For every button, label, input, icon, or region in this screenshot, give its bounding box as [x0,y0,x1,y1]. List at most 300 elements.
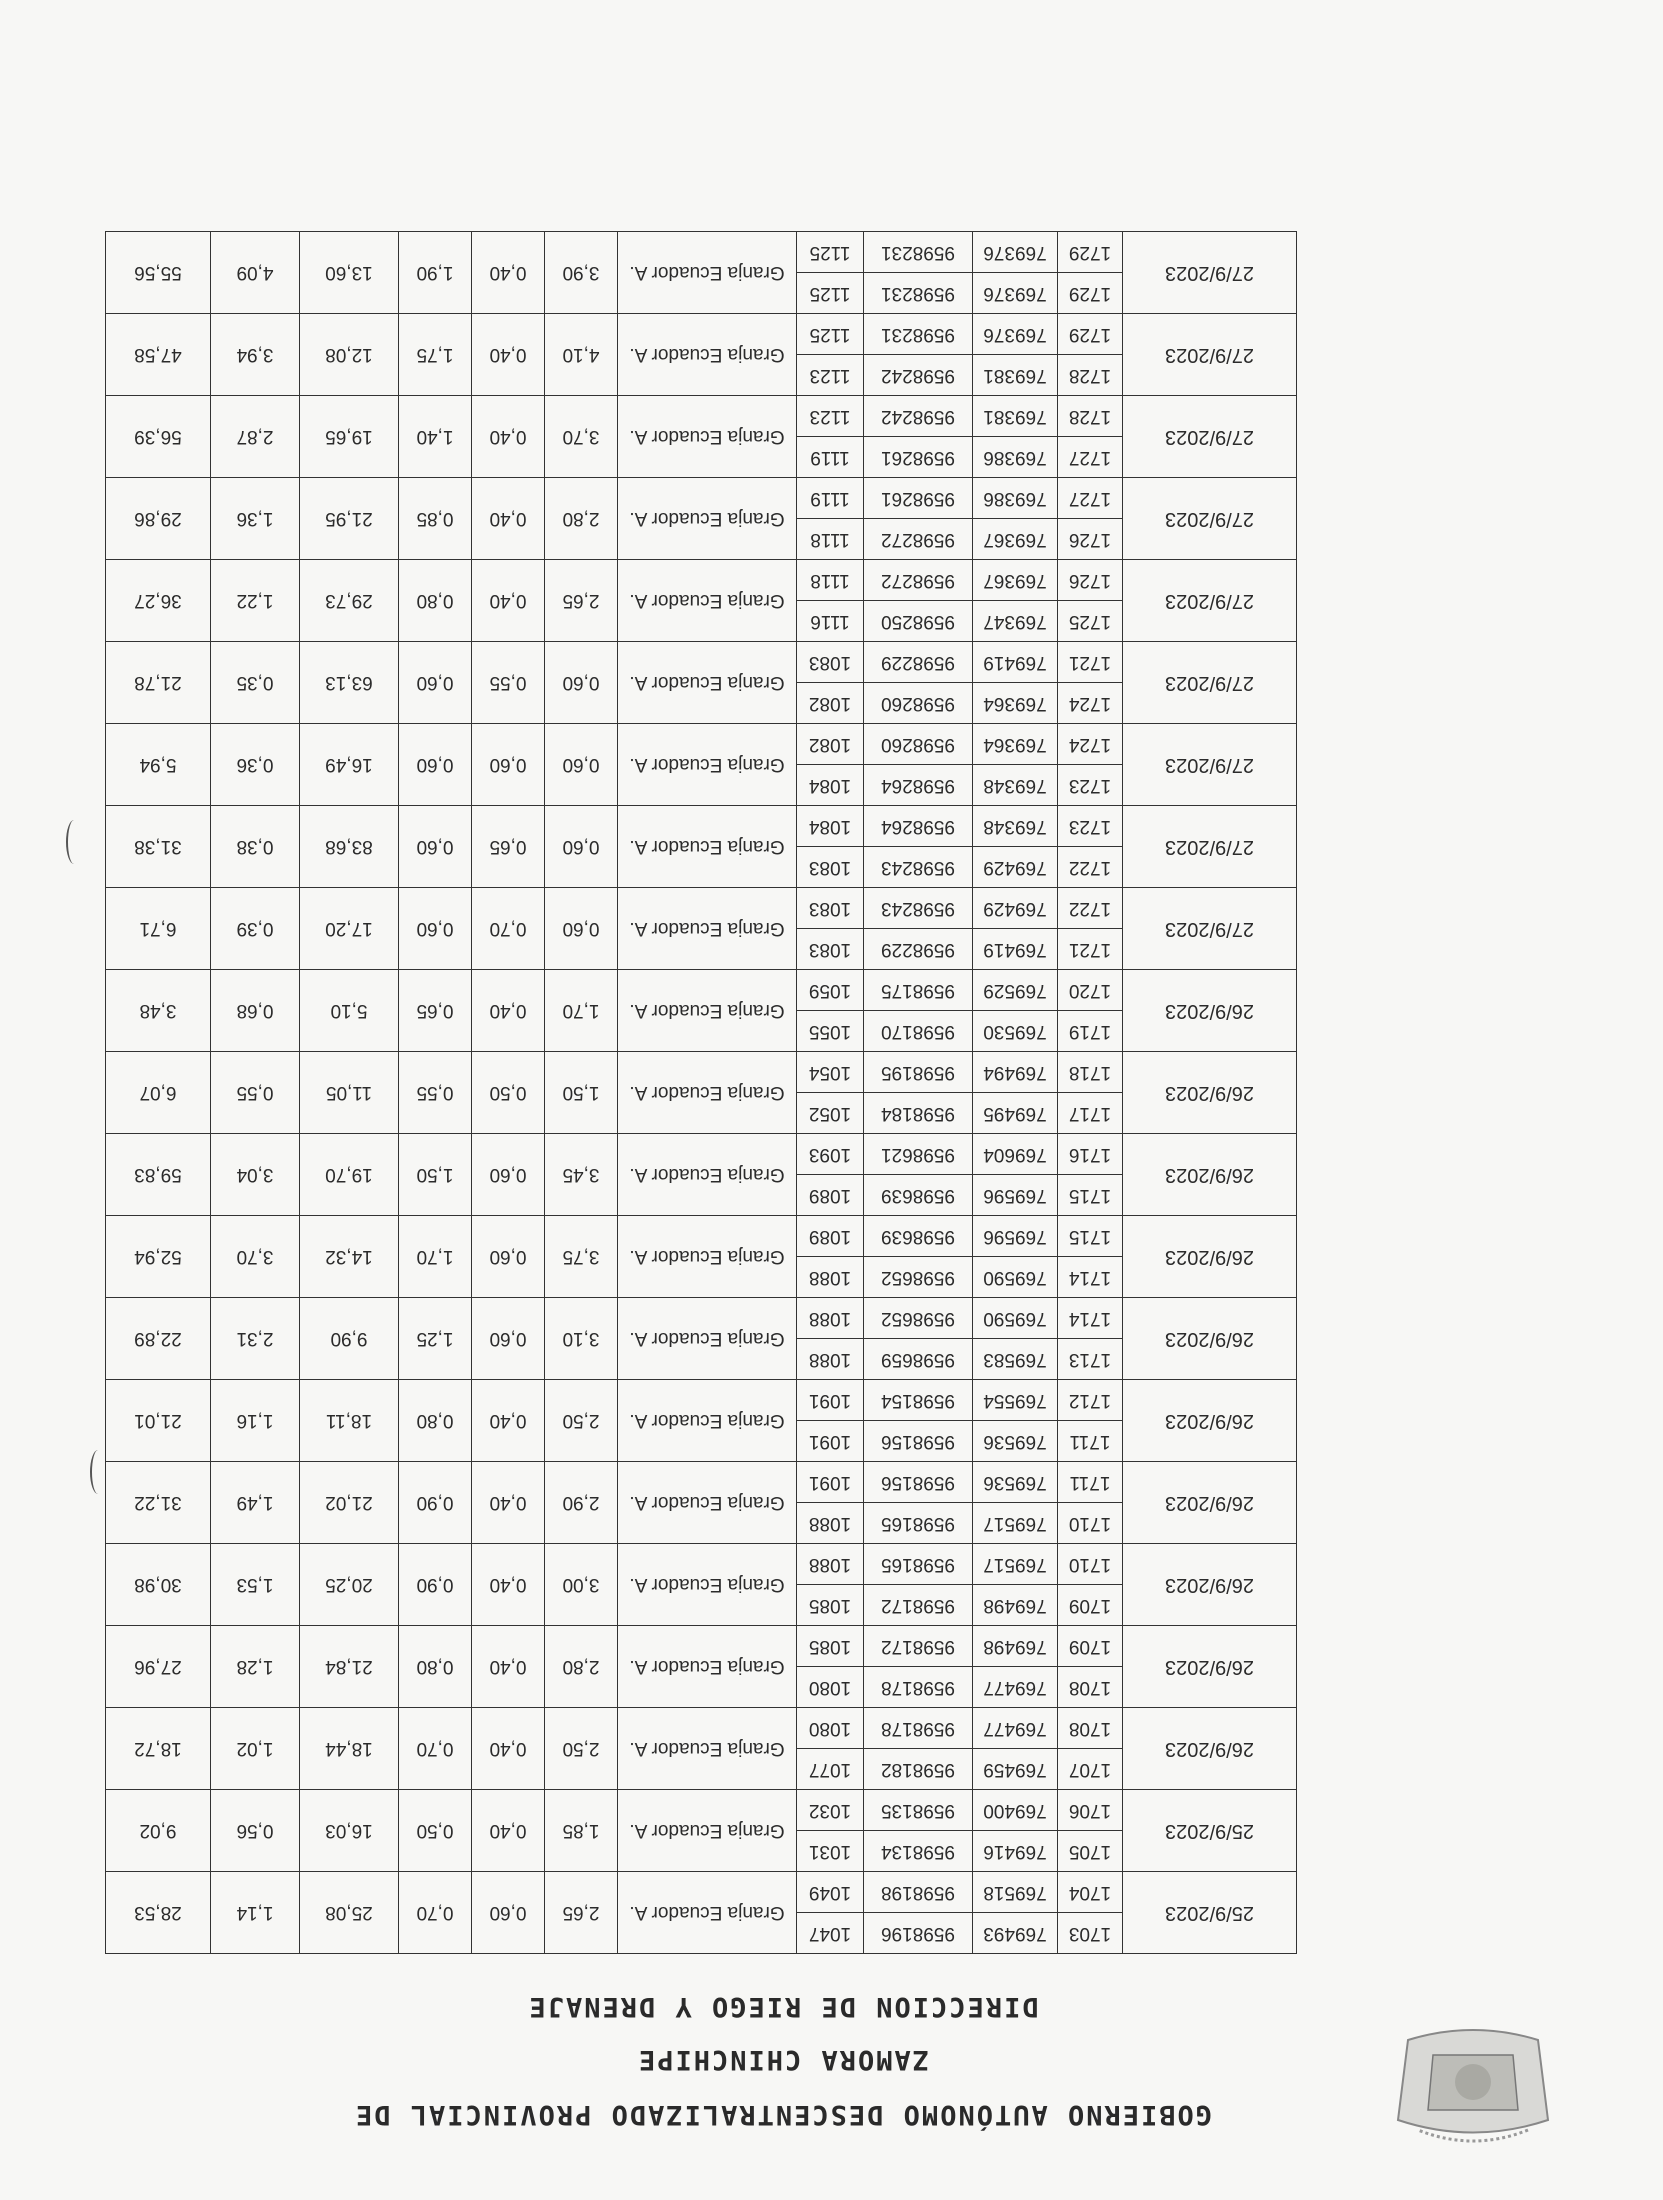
coord-y-cell: 9598242 [864,396,973,437]
value-cell: 1,22 [211,560,300,642]
location-cell: Granja Ecuador A. [618,1708,797,1790]
coord-y-cell: 9598178 [864,1708,973,1749]
coord-x-cell: 769518 [973,1872,1058,1913]
point-id-cell: 1704 [1058,1872,1123,1913]
elevation-cell: 1091 [797,1462,864,1503]
value-cell: 2,90 [545,1462,618,1544]
value-cell: 0,56 [211,1790,300,1872]
total-cell: 5,94 [106,724,211,806]
location-cell: Granja Ecuador A. [618,1462,797,1544]
value-cell: 2,31 [211,1298,300,1380]
coord-y-cell: 9598134 [864,1831,973,1872]
total-cell: 52,94 [106,1216,211,1298]
elevation-cell: 1080 [797,1667,864,1708]
value-cell: 17,20 [300,888,399,970]
coord-y-cell: 9598639 [864,1175,973,1216]
coord-y-cell: 9598198 [864,1872,973,1913]
location-cell: Granja Ecuador A. [618,232,797,314]
coord-x-cell: 769536 [973,1462,1058,1503]
point-id-cell: 1727 [1058,478,1123,519]
coord-y-cell: 9598184 [864,1093,973,1134]
coord-y-cell: 9598154 [864,1380,973,1421]
value-cell: 63,13 [300,642,399,724]
value-cell: 0,65 [472,806,545,888]
point-id-cell: 1728 [1058,396,1123,437]
coord-x-cell: 769400 [973,1790,1058,1831]
coord-x-cell: 769429 [973,847,1058,888]
value-cell: 16,49 [300,724,399,806]
coord-y-cell: 9598272 [864,519,973,560]
date-cell: 27/9/2023 [1123,724,1297,806]
location-cell: Granja Ecuador A. [618,560,797,642]
total-cell: 31,22 [106,1462,211,1544]
value-cell: 1,70 [545,970,618,1052]
point-id-cell: 1722 [1058,888,1123,929]
point-id-cell: 1728 [1058,355,1123,396]
location-cell: Granja Ecuador A. [618,1626,797,1708]
coord-x-cell: 769498 [973,1626,1058,1667]
header-line-1: GOBIERNO AUTÓNOMO DESCENTRALIZADO PROVINCIAL DE [354,2099,1213,2130]
location-cell: Granja Ecuador A. [618,1216,797,1298]
value-cell: 0,70 [399,1708,472,1790]
value-cell: 0,60 [399,888,472,970]
coord-y-cell: 9598178 [864,1667,973,1708]
coord-y-cell: 9598195 [864,1052,973,1093]
value-cell: 2,87 [211,396,300,478]
value-cell: 0,55 [211,1052,300,1134]
date-cell: 26/9/2023 [1123,1134,1297,1216]
elevation-cell: 1059 [797,970,864,1011]
table-row [106,765,1297,806]
coord-x-cell: 769367 [973,519,1058,560]
total-cell: 22,89 [106,1298,211,1380]
coord-y-cell: 9598260 [864,724,973,765]
elevation-cell: 1032 [797,1790,864,1831]
elevation-cell: 1054 [797,1052,864,1093]
value-cell: 2,80 [545,1626,618,1708]
value-cell: 3,94 [211,314,300,396]
elevation-cell: 1083 [797,847,864,888]
value-cell: 18,11 [300,1380,399,1462]
coord-x-cell: 769419 [973,642,1058,683]
elevation-cell: 1085 [797,1626,864,1667]
table-row [106,273,1297,314]
coord-x-cell: 769381 [973,396,1058,437]
table-row [106,1749,1297,1790]
value-cell: 0,50 [472,1052,545,1134]
total-cell: 6,07 [106,1052,211,1134]
date-cell: 27/9/2023 [1123,478,1297,560]
total-cell: 30,98 [106,1544,211,1626]
value-cell: 25,08 [300,1872,399,1954]
total-cell: 18,72 [106,1708,211,1790]
coord-x-cell: 769498 [973,1585,1058,1626]
value-cell: 0,90 [399,1462,472,1544]
elevation-cell: 1089 [797,1175,864,1216]
point-id-cell: 1729 [1058,314,1123,355]
total-cell: 6,71 [106,888,211,970]
value-cell: 3,04 [211,1134,300,1216]
value-cell: 0,40 [472,232,545,314]
location-cell: Granja Ecuador A. [618,396,797,478]
total-cell: 28,53 [106,1872,211,1954]
point-id-cell: 1718 [1058,1052,1123,1093]
location-cell: Granja Ecuador A. [618,642,797,724]
value-cell: 1,70 [399,1216,472,1298]
coord-x-cell: 769590 [973,1298,1058,1339]
coord-y-cell: 9598272 [864,560,973,601]
point-id-cell: 1726 [1058,519,1123,560]
value-cell: 1,25 [399,1298,472,1380]
coord-y-cell: 9598250 [864,601,973,642]
institution-seal-logo [1388,2015,1558,2150]
table-row [106,1503,1297,1544]
coord-y-cell: 9598231 [864,232,973,273]
location-cell: Granja Ecuador A. [618,314,797,396]
value-cell: 0,60 [472,724,545,806]
coord-y-cell: 9598229 [864,642,973,683]
coord-y-cell: 9598242 [864,355,973,396]
coord-x-cell: 769529 [973,970,1058,1011]
point-id-cell: 1709 [1058,1626,1123,1667]
elevation-cell: 1084 [797,806,864,847]
value-cell: 3,45 [545,1134,618,1216]
coord-y-cell: 9598243 [864,847,973,888]
coord-y-cell: 9598172 [864,1626,973,1667]
header-line-2: ZAMORA CHINCHIPE [636,2044,930,2075]
location-cell: Granja Ecuador A. [618,1544,797,1626]
value-cell: 0,55 [472,642,545,724]
coord-y-cell: 9598229 [864,929,973,970]
value-cell: 0,40 [472,560,545,642]
elevation-cell: 1091 [797,1380,864,1421]
coord-y-cell: 9598652 [864,1257,973,1298]
point-id-cell: 1727 [1058,437,1123,478]
coord-y-cell: 9598243 [864,888,973,929]
coord-y-cell: 9598156 [864,1421,973,1462]
coord-x-cell: 769517 [973,1544,1058,1585]
coord-y-cell: 9598170 [864,1011,973,1052]
coord-x-cell: 769493 [973,1913,1058,1954]
value-cell: 0,80 [399,1626,472,1708]
point-id-cell: 1723 [1058,765,1123,806]
elevation-cell: 1093 [797,1134,864,1175]
coord-x-cell: 769376 [973,273,1058,314]
elevation-cell: 1125 [797,314,864,355]
elevation-cell: 1118 [797,519,864,560]
value-cell: 0,60 [472,1216,545,1298]
total-cell: 27,96 [106,1626,211,1708]
value-cell: 13,60 [300,232,399,314]
value-cell: 19,65 [300,396,399,478]
point-id-cell: 1729 [1058,273,1123,314]
total-cell: 55,56 [106,232,211,314]
value-cell: 3,10 [545,1298,618,1380]
coord-x-cell: 769364 [973,724,1058,765]
location-cell: Granja Ecuador A. [618,970,797,1052]
location-cell: Granja Ecuador A. [618,1134,797,1216]
coord-x-cell: 769530 [973,1011,1058,1052]
point-id-cell: 1720 [1058,970,1123,1011]
point-id-cell: 1711 [1058,1462,1123,1503]
value-cell: 1,40 [399,396,472,478]
coord-x-cell: 769494 [973,1052,1058,1093]
table-row [106,1175,1297,1216]
table-row [106,847,1297,888]
value-cell: 1,49 [211,1462,300,1544]
point-id-cell: 1714 [1058,1257,1123,1298]
total-cell: 59,83 [106,1134,211,1216]
coord-x-cell: 769554 [973,1380,1058,1421]
coord-x-cell: 769376 [973,314,1058,355]
location-cell: Granja Ecuador A. [618,1872,797,1954]
value-cell: 0,60 [399,642,472,724]
date-cell: 26/9/2023 [1123,1544,1297,1626]
value-cell: 0,68 [211,970,300,1052]
coord-y-cell: 9598264 [864,765,973,806]
irrigation-survey-table [105,231,1297,1954]
coord-y-cell: 9598135 [864,1790,973,1831]
value-cell: 0,85 [399,478,472,560]
value-cell: 0,70 [472,888,545,970]
date-cell: 27/9/2023 [1123,642,1297,724]
date-cell: 26/9/2023 [1123,1462,1297,1544]
table-body [106,232,1297,1954]
point-id-cell: 1717 [1058,1093,1123,1134]
value-cell: 16,03 [300,1790,399,1872]
elevation-cell: 1123 [797,355,864,396]
value-cell: 29,73 [300,560,399,642]
table-row [106,1093,1297,1134]
value-cell: 1,28 [211,1626,300,1708]
date-cell: 26/9/2023 [1123,970,1297,1052]
coord-y-cell: 9598260 [864,683,973,724]
date-cell: 25/9/2023 [1123,1872,1297,1954]
point-id-cell: 1712 [1058,1380,1123,1421]
coord-y-cell: 9598156 [864,1462,973,1503]
table-row [106,1667,1297,1708]
elevation-cell: 1089 [797,1216,864,1257]
elevation-cell: 1123 [797,396,864,437]
coord-y-cell: 9598652 [864,1298,973,1339]
coord-x-cell: 769381 [973,355,1058,396]
header-line-3: DIRECCION DE RIEGO Y DRENAJE [527,1991,1039,2022]
location-cell: Granja Ecuador A. [618,478,797,560]
value-cell: 0,40 [472,1380,545,1462]
table-row [106,1913,1297,1954]
value-cell: 21,02 [300,1462,399,1544]
value-cell: 2,65 [545,560,618,642]
value-cell: 0,60 [472,1872,545,1954]
value-cell: 20,25 [300,1544,399,1626]
elevation-cell: 1088 [797,1339,864,1380]
coord-x-cell: 769429 [973,888,1058,929]
elevation-cell: 1052 [797,1093,864,1134]
point-id-cell: 1723 [1058,806,1123,847]
coord-x-cell: 769348 [973,806,1058,847]
table-row [106,1421,1297,1462]
point-id-cell: 1726 [1058,560,1123,601]
value-cell: 3,00 [545,1544,618,1626]
coord-y-cell: 9598264 [864,806,973,847]
location-cell: Granja Ecuador A. [618,1380,797,1462]
value-cell: 3,75 [545,1216,618,1298]
elevation-cell: 1083 [797,929,864,970]
table-row [106,601,1297,642]
value-cell: 0,50 [399,1790,472,1872]
coord-x-cell: 769536 [973,1421,1058,1462]
coord-y-cell: 9598639 [864,1216,973,1257]
total-cell: 29,86 [106,478,211,560]
point-id-cell: 1729 [1058,232,1123,273]
table-row [106,355,1297,396]
value-cell: 0,60 [545,642,618,724]
date-cell: 27/9/2023 [1123,888,1297,970]
coord-y-cell: 9598172 [864,1585,973,1626]
value-cell: 0,40 [472,1462,545,1544]
elevation-cell: 1125 [797,273,864,314]
location-cell: Granja Ecuador A. [618,1790,797,1872]
value-cell: 0,39 [211,888,300,970]
point-id-cell: 1721 [1058,929,1123,970]
point-id-cell: 1716 [1058,1134,1123,1175]
value-cell: 0,40 [472,1708,545,1790]
table-row [106,437,1297,478]
value-cell: 3,90 [545,232,618,314]
date-cell: 27/9/2023 [1123,806,1297,888]
point-id-cell: 1708 [1058,1708,1123,1749]
table-row [106,1585,1297,1626]
elevation-cell: 1082 [797,683,864,724]
point-id-cell: 1710 [1058,1544,1123,1585]
elevation-cell: 1088 [797,1544,864,1585]
document-header [333,1991,1233,2130]
value-cell: 1,90 [399,232,472,314]
value-cell: 3,70 [211,1216,300,1298]
coord-y-cell: 9598231 [864,273,973,314]
value-cell: 1,16 [211,1380,300,1462]
elevation-cell: 1088 [797,1257,864,1298]
value-cell: 1,36 [211,478,300,560]
coord-x-cell: 769517 [973,1503,1058,1544]
table-row [106,1339,1297,1380]
value-cell: 4,09 [211,232,300,314]
elevation-cell: 1119 [797,437,864,478]
value-cell: 1,50 [399,1134,472,1216]
coord-x-cell: 769477 [973,1667,1058,1708]
value-cell: 0,40 [472,1790,545,1872]
value-cell: 0,55 [399,1052,472,1134]
value-cell: 4,10 [545,314,618,396]
coord-y-cell: 9598165 [864,1544,973,1585]
date-cell: 27/9/2023 [1123,560,1297,642]
value-cell: 2,65 [545,1872,618,1954]
coord-y-cell: 9598261 [864,478,973,519]
table-row [106,1011,1297,1052]
value-cell: 2,50 [545,1708,618,1790]
value-cell: 0,40 [472,1544,545,1626]
coord-y-cell: 9598621 [864,1134,973,1175]
value-cell: 21,95 [300,478,399,560]
coord-y-cell: 9598196 [864,1913,973,1954]
coord-x-cell: 769583 [973,1339,1058,1380]
coord-x-cell: 769477 [973,1708,1058,1749]
value-cell: 0,40 [472,478,545,560]
coord-y-cell: 9598182 [864,1749,973,1790]
value-cell: 1,14 [211,1872,300,1954]
value-cell: 0,40 [472,970,545,1052]
value-cell: 0,60 [472,1298,545,1380]
point-id-cell: 1706 [1058,1790,1123,1831]
elevation-cell: 1116 [797,601,864,642]
total-cell: 21,01 [106,1380,211,1462]
point-id-cell: 1705 [1058,1831,1123,1872]
location-cell: Granja Ecuador A. [618,1052,797,1134]
total-cell: 21,78 [106,642,211,724]
value-cell: 0,60 [545,806,618,888]
total-cell: 56,39 [106,396,211,478]
value-cell: 0,40 [472,314,545,396]
value-cell: 0,60 [472,1134,545,1216]
elevation-cell: 1080 [797,1708,864,1749]
elevation-cell: 1088 [797,1503,864,1544]
coord-x-cell: 769495 [973,1093,1058,1134]
coord-x-cell: 769416 [973,1831,1058,1872]
point-id-cell: 1719 [1058,1011,1123,1052]
point-id-cell: 1724 [1058,724,1123,765]
value-cell: 83,68 [300,806,399,888]
coord-x-cell: 769604 [973,1134,1058,1175]
value-cell: 0,80 [399,560,472,642]
point-id-cell: 1711 [1058,1421,1123,1462]
table-row [106,1831,1297,1872]
coord-y-cell: 9598175 [864,970,973,1011]
point-id-cell: 1715 [1058,1175,1123,1216]
coord-x-cell: 769386 [973,437,1058,478]
date-cell: 26/9/2023 [1123,1380,1297,1462]
value-cell: 5,10 [300,970,399,1052]
elevation-cell: 1047 [797,1913,864,1954]
value-cell: 0,36 [211,724,300,806]
table-row [106,683,1297,724]
elevation-cell: 1119 [797,478,864,519]
value-cell: 1,02 [211,1708,300,1790]
value-cell: 19,70 [300,1134,399,1216]
date-cell: 26/9/2023 [1123,1052,1297,1134]
point-id-cell: 1721 [1058,642,1123,683]
value-cell: 0,70 [399,1872,472,1954]
date-cell: 26/9/2023 [1123,1626,1297,1708]
value-cell: 1,50 [545,1052,618,1134]
value-cell: 0,40 [472,1626,545,1708]
value-cell: 1,85 [545,1790,618,1872]
value-cell: 0,60 [545,888,618,970]
elevation-cell: 1084 [797,765,864,806]
value-cell: 0,40 [472,396,545,478]
coord-x-cell: 769596 [973,1175,1058,1216]
date-cell: 27/9/2023 [1123,232,1297,314]
coord-y-cell: 9598261 [864,437,973,478]
coord-x-cell: 769459 [973,1749,1058,1790]
value-cell: 0,65 [399,970,472,1052]
location-cell: Granja Ecuador A. [618,724,797,806]
value-cell: 0,60 [399,724,472,806]
coord-y-cell: 9598231 [864,314,973,355]
elevation-cell: 1082 [797,724,864,765]
location-cell: Granja Ecuador A. [618,888,797,970]
point-id-cell: 1709 [1058,1585,1123,1626]
coord-x-cell: 769367 [973,560,1058,601]
